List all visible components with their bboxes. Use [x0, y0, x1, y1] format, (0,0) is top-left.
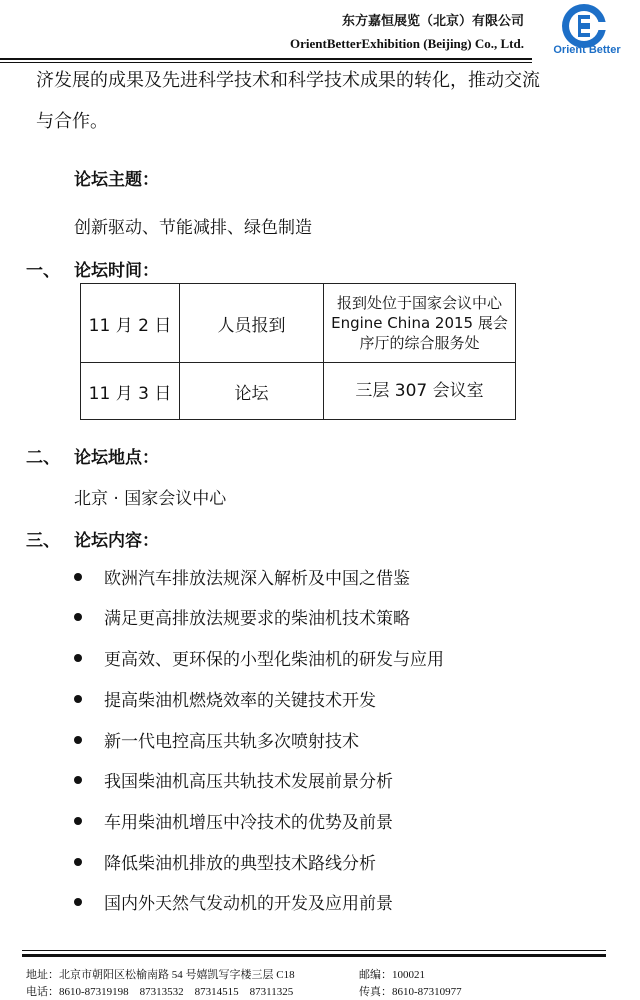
- bullet-dot-icon: [74, 776, 82, 784]
- topic-text: 车用柴油机增压中冷技术的优势及前景: [104, 813, 393, 833]
- schedule-place-line: 报到处位于国家会议中心: [336, 294, 502, 312]
- section-3-title: 论坛内容：: [74, 531, 159, 551]
- logo-wordmark: Orient Better: [553, 44, 621, 56]
- topic-text: 更高效、更环保的小型化柴油机的研发与应用: [104, 650, 444, 670]
- table-row: [81, 284, 516, 363]
- list-item: [74, 767, 393, 792]
- bullet-dot-icon: [74, 817, 82, 825]
- bullet-dot-icon: [74, 898, 82, 906]
- table-row: [81, 363, 516, 420]
- venue-text: 北京 · 国家会议中心: [74, 489, 227, 509]
- intro-paragraph-line-1: 济发展的成果及先进科学技术和科学技术成果的转化，推动交流: [36, 70, 540, 91]
- schedule-place-cell: 三层 307 会议室: [324, 363, 516, 420]
- schedule-event-cell: 人员报到: [180, 284, 324, 363]
- list-item: [74, 727, 359, 752]
- list-item: [74, 604, 410, 629]
- section-2-number: 二、: [26, 448, 60, 468]
- company-name-cn: 东方嘉恒展览（北京）有限公司: [341, 13, 524, 28]
- footer-fax: 传真：8610-87310977: [359, 986, 462, 998]
- footer-divider-thick: [22, 954, 606, 957]
- footer-zipcode: 邮编：100021: [359, 969, 425, 981]
- schedule-place-cell: [324, 284, 516, 363]
- forum-theme-text: 创新驱动、节能减排、绿色制造: [74, 218, 312, 238]
- topic-text: 降低柴油机排放的典型技术路线分析: [104, 854, 376, 874]
- company-logo-icon: [560, 2, 608, 50]
- list-item: [74, 849, 376, 874]
- topic-text: 新一代电控高压共轨多次喷射技术: [104, 732, 359, 752]
- topic-text: 满足更高排放法规要求的柴油机技术策略: [104, 609, 410, 629]
- bullet-dot-icon: [74, 858, 82, 866]
- bullet-dot-icon: [74, 573, 82, 581]
- section-3-number: 三、: [26, 531, 60, 551]
- bullet-dot-icon: [74, 613, 82, 621]
- forum-theme-heading: 论坛主题：: [74, 170, 159, 190]
- schedule-table: [80, 283, 516, 420]
- footer-phone: 电话：8610-87319198 87313532 87314515 87311325: [26, 986, 294, 998]
- schedule-event-cell: 论坛: [180, 363, 324, 420]
- list-item: [74, 808, 393, 833]
- topic-text: 提高柴油机燃烧效率的关键技术开发: [104, 691, 376, 711]
- intro-paragraph-line-2: 与合作。: [36, 111, 108, 132]
- section-2-title: 论坛地点：: [74, 448, 159, 468]
- topic-text: 我国柴油机高压共轨技术发展前景分析: [104, 772, 393, 792]
- topic-text: 国内外天然气发动机的开发及应用前景: [104, 894, 393, 914]
- header-divider-thick: [0, 58, 532, 60]
- bullet-dot-icon: [74, 736, 82, 744]
- schedule-date-cell: 11 月 3 日: [81, 363, 180, 420]
- footer-divider-thin: [22, 950, 606, 951]
- company-name-en: OrientBetterExhibition (Beijing) Co., Ltd.: [290, 36, 524, 51]
- bullet-dot-icon: [74, 695, 82, 703]
- list-item: [74, 564, 410, 589]
- section-1-number: 一、: [26, 261, 60, 281]
- header-divider-thin: [0, 62, 532, 63]
- list-item: [74, 686, 376, 711]
- list-item: [74, 889, 393, 914]
- schedule-place-line: Engine China 2015 展会: [331, 314, 508, 332]
- list-item: [74, 645, 444, 670]
- schedule-place-line: 序厅的综合服务处: [359, 334, 480, 352]
- topic-text: 欧洲汽车排放法规深入解析及中国之借鉴: [104, 569, 410, 589]
- section-1-title: 论坛时间：: [74, 261, 159, 281]
- bullet-dot-icon: [74, 654, 82, 662]
- schedule-date-cell: 11 月 2 日: [81, 284, 180, 363]
- footer-address: 地址：北京市朝阳区松榆南路 54 号嬉凯写字楼三层 C18: [26, 969, 295, 981]
